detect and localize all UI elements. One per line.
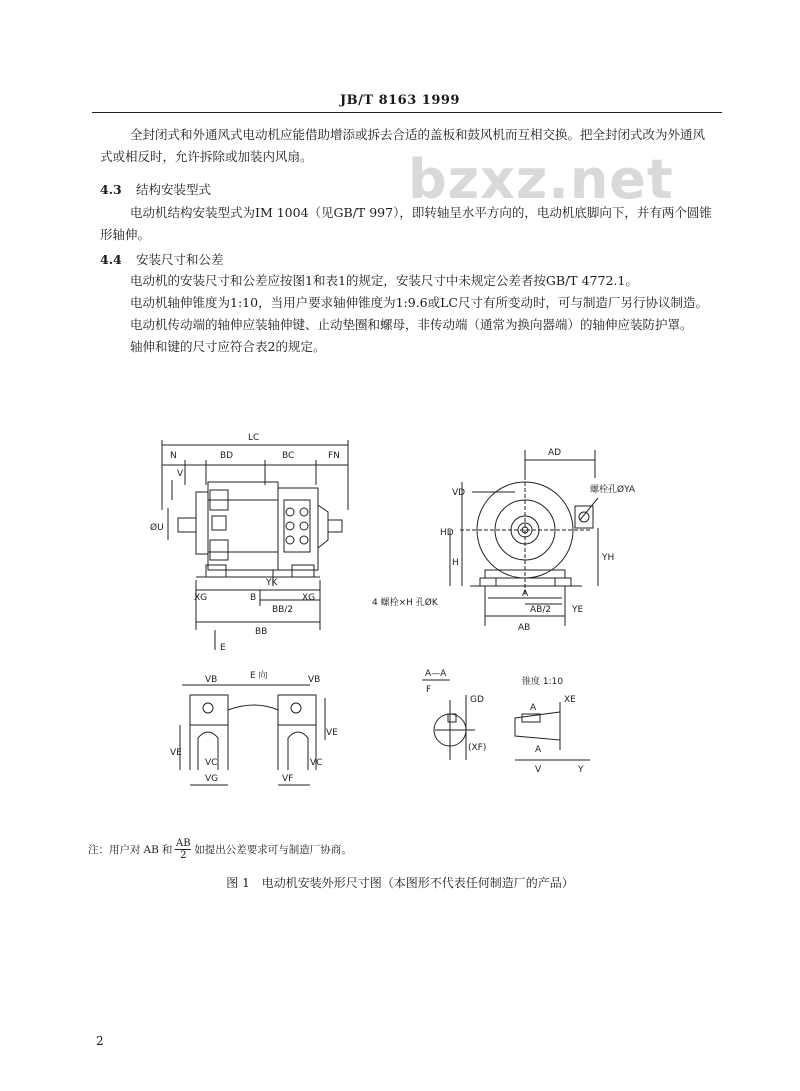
dim-v-section: V bbox=[535, 765, 542, 775]
dim-h: H bbox=[452, 558, 459, 568]
section-title: 安装尺寸和公差 bbox=[135, 252, 224, 267]
dim-gd: GD bbox=[470, 695, 484, 705]
section-number: 4.4 bbox=[100, 252, 122, 267]
dim-taper: 锥度 1:10 bbox=[522, 677, 564, 687]
fraction-numerator: AB bbox=[176, 838, 191, 849]
dim-yk: YK bbox=[266, 578, 278, 588]
dim-ab: AB bbox=[518, 623, 531, 633]
dim-e: E bbox=[220, 643, 226, 653]
dim-bolts: 4 螺栓×H 孔ØK bbox=[372, 598, 438, 608]
section-4-3-body bbox=[100, 202, 712, 246]
dim-hd: HD bbox=[440, 528, 454, 538]
note-suffix: 如提出公差要求可与制造厂协商。 bbox=[194, 844, 352, 856]
dim-ad: AD bbox=[548, 448, 562, 458]
intro-paragraph-block bbox=[100, 124, 712, 168]
dim-xg-right: XG bbox=[302, 593, 316, 603]
section-4-3-heading bbox=[100, 180, 211, 198]
dim-b: B bbox=[250, 593, 257, 603]
dim-ye: YE bbox=[572, 605, 584, 615]
figure-note bbox=[88, 838, 352, 861]
note-fraction bbox=[175, 838, 191, 861]
section-aa-label: A—A bbox=[425, 669, 447, 679]
note-ab: AB bbox=[143, 843, 159, 856]
dim-vc-right: VC bbox=[310, 758, 323, 768]
dim-vb-right: VB bbox=[308, 675, 321, 685]
dim-u: ØU bbox=[150, 523, 164, 533]
dim-ja-bottom: A bbox=[535, 745, 542, 755]
dim-ab-half: AB/2 bbox=[530, 605, 552, 615]
dim-vd: VD bbox=[452, 488, 466, 498]
dim-bb: BB bbox=[255, 627, 268, 637]
dim-vg: VG bbox=[205, 774, 219, 784]
dim-fn: FN bbox=[328, 451, 340, 461]
section-4-4-heading bbox=[100, 250, 224, 268]
dim-n: N bbox=[170, 451, 177, 461]
dim-a: A bbox=[522, 589, 529, 599]
note-prefix: 注：用户对 bbox=[88, 844, 141, 856]
view-e-label: E 向 bbox=[250, 671, 268, 681]
dim-vf: VF bbox=[282, 774, 294, 784]
dim-ve-left: VE bbox=[170, 748, 182, 758]
dim-bc: BC bbox=[282, 451, 295, 461]
dim-y: Y bbox=[578, 765, 584, 775]
motor-dimension-figure bbox=[150, 433, 636, 810]
paragraph: 电动机的安装尺寸和公差应按图1和表1的规定，安装尺寸中未规定公差者按GB/T 4772.1。 bbox=[130, 273, 638, 288]
figure-drawing bbox=[150, 433, 636, 810]
intro-paragraph: 全封闭式和外通风式电动机应能借助增添或拆去合适的盖板和鼓风机而互相交换。把全封闭式改为外通风式或相反时，允许拆除或加装内风扇。 bbox=[100, 127, 706, 164]
dim-f: F bbox=[426, 685, 432, 695]
dim-xe: XE bbox=[564, 695, 576, 705]
document-header: JB/T 8163 1999 bbox=[340, 93, 460, 108]
paragraph: 轴伸和键的尺寸应符合表2的规定。 bbox=[130, 339, 326, 354]
dim-lc: LC bbox=[248, 433, 260, 443]
watermark: bzxz.net bbox=[408, 148, 674, 211]
dim-yh: YH bbox=[602, 553, 615, 563]
dim-ve-right: VE bbox=[326, 728, 338, 738]
dim-bolt-hole: 螺栓孔ØYA bbox=[590, 485, 636, 495]
paragraph: 电动机轴伸锥度为1:10，当用户要求轴伸锥度为1:9.6或LC尺寸有所变动时，可与制造厂另行协议制造。 bbox=[130, 295, 708, 310]
header-divider bbox=[92, 112, 722, 113]
fraction-denominator: 2 bbox=[180, 850, 187, 861]
figure-caption: 图 1 电动机安装外形尺寸图（本图形不代表任何制造厂的产品） bbox=[226, 876, 574, 890]
section-4-4-body bbox=[100, 270, 712, 358]
note-and: 和 bbox=[161, 844, 173, 856]
page-number: 2 bbox=[96, 1034, 104, 1048]
dim-vc-left: VC bbox=[205, 758, 218, 768]
dim-bb-half: BB/2 bbox=[272, 605, 294, 615]
dim-xg-left: XG bbox=[194, 593, 208, 603]
section-number: 4.3 bbox=[100, 182, 122, 197]
dim-vb-left: VB bbox=[205, 675, 218, 685]
paragraph: 电动机结构安装型式为IM 1004（见GB/T 997），即转轴呈水平方向的，电动机底脚向下，并有两个圆锥形轴伸。 bbox=[100, 205, 712, 242]
dim-xf: (XF) bbox=[468, 743, 487, 753]
dim-ja-top: A bbox=[530, 703, 537, 713]
dim-bd: BD bbox=[220, 451, 234, 461]
paragraph: 电动机传动端的轴伸应装轴伸键、止动垫圈和螺母，非传动端（通常为换向器端）的轴伸应装防护罩。 bbox=[130, 317, 693, 332]
dim-v: V bbox=[177, 469, 184, 479]
section-title: 结构安装型式 bbox=[135, 182, 211, 197]
